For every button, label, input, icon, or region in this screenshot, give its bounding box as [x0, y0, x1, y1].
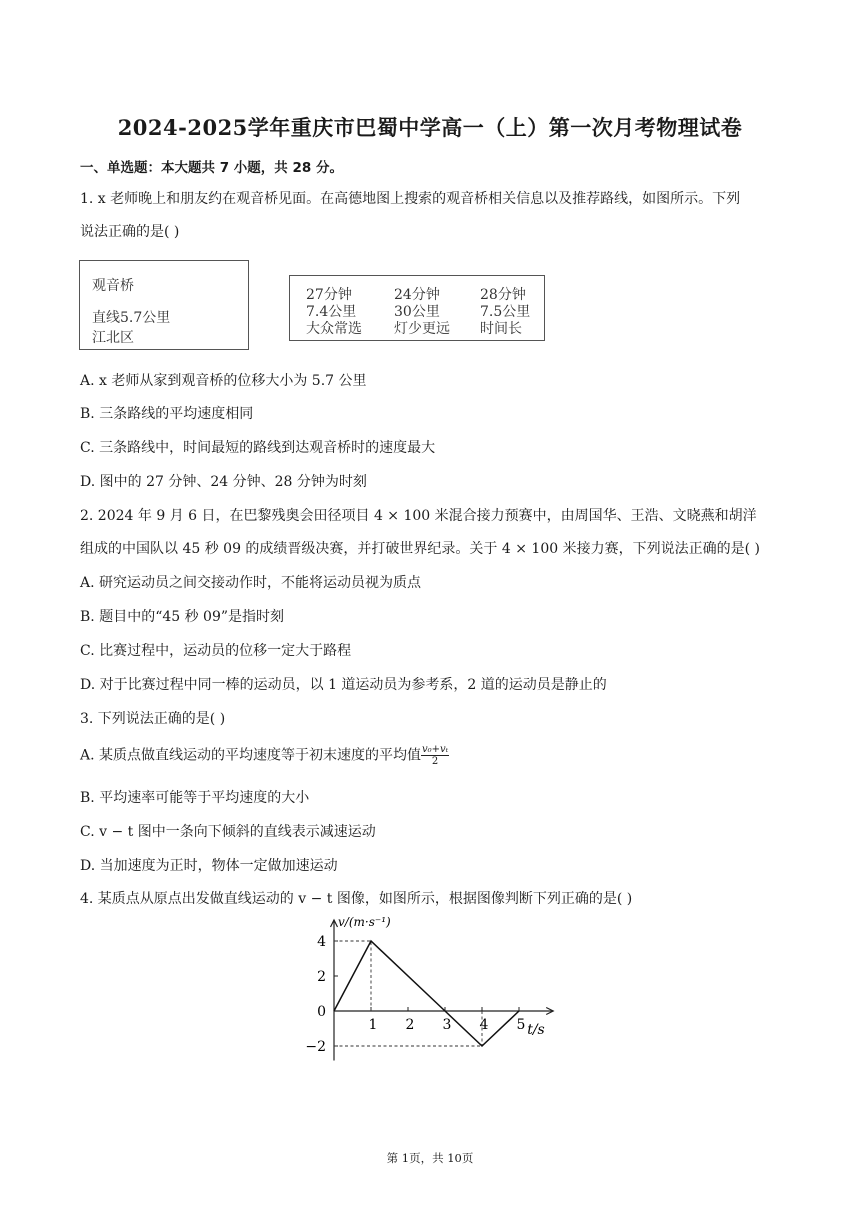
routes-box — [289, 275, 545, 341]
place-distance: 直线5.7公里 — [92, 310, 171, 326]
route-3-time: 28分钟 — [480, 287, 526, 303]
fraction-denominator: 2 — [431, 756, 439, 767]
x-tick-label: 5 — [516, 1017, 526, 1033]
q1-stem-line2: 说法正确的是( ) — [80, 224, 180, 240]
q3-option-a — [80, 744, 449, 767]
route-2-time: 24分钟 — [394, 287, 440, 303]
y-tick-label: 2 — [317, 969, 326, 985]
route-1-time: 27分钟 — [306, 287, 352, 303]
route-3-tag: 时间长 — [480, 321, 522, 337]
y-tick-label: 0 — [317, 1004, 326, 1020]
fraction-numerator: v₀+vₜ — [422, 744, 449, 755]
y-tick-label: −2 — [305, 1039, 326, 1055]
place-district: 江北区 — [92, 330, 134, 346]
page-title: 2024-2025学年重庆市巴蜀中学高一（上）第一次月考物理试卷 — [117, 115, 743, 140]
q2-option-a: A. 研究运动员之间交接动作时，不能将运动员视为质点 — [80, 575, 422, 591]
x-tick-label: 3 — [442, 1017, 452, 1033]
q1-option-d: D. 图中的 27 分钟、24 分钟、28 分钟为时刻 — [80, 474, 367, 490]
q3-stem: 3. 下列说法正确的是( ) — [80, 711, 226, 727]
q2-option-b: B. 题目中的“45 秒 09”是指时刻 — [80, 609, 285, 625]
q4-stem: 4. 某质点从原点出发做直线运动的 v − t 图像，如图所示，根据图像判断下列正确的是( ) — [80, 891, 633, 907]
x-tick-label: 2 — [405, 1017, 415, 1033]
route-2-tag: 灯少更远 — [394, 321, 450, 337]
place-info-box — [79, 260, 249, 350]
q1-option-a: A. x 老师从家到观音桥的位移大小为 5.7 公里 — [80, 373, 367, 389]
q2-stem-line1: 2. 2024 年 9 月 6 日，在巴黎残奥会田径项目 4 × 100 米混合接力预赛中，由周国华、王浩、文晓燕和胡洋 — [80, 508, 757, 524]
q2-option-c: C. 比赛过程中，运动员的位移一定大于路程 — [80, 643, 352, 659]
q3-option-a-text: A. 某质点做直线运动的平均速度等于初末速度的平均值 — [80, 747, 422, 764]
route-1-length: 7.4公里 — [306, 304, 357, 320]
y-tick-label: 4 — [317, 934, 326, 950]
velocity-series-line — [334, 941, 519, 1046]
fraction-v0-plus-vt-over-2 — [421, 744, 449, 767]
q1-option-c: C. 三条路线中，时间最短的路线到达观音桥时的速度最大 — [80, 440, 436, 456]
q3-option-b: B. 平均速率可能等于平均速度的大小 — [80, 790, 310, 806]
vt-graph — [300, 912, 560, 1062]
place-name: 观音桥 — [92, 278, 134, 294]
x-tick-label: 1 — [368, 1017, 378, 1033]
section-heading: 一、单选题：本大题共 7 小题，共 28 分。 — [80, 160, 343, 176]
route-1-tag: 大众常选 — [306, 321, 362, 337]
q3-option-d: D. 当加速度为正时，物体一定做加速运动 — [80, 858, 338, 874]
q2-stem-line2: 组成的中国队以 45 秒 09 的成绩晋级决赛，并打破世界纪录。关于 4 × 100 米接力赛，下列说法正确的是( ) — [80, 541, 760, 557]
y-axis-label: v/(m·s⁻¹) — [338, 915, 391, 929]
route-3-length: 7.5公里 — [480, 304, 531, 320]
q1-option-b: B. 三条路线的平均速度相同 — [80, 406, 254, 422]
x-tick-label: 4 — [479, 1017, 489, 1033]
x-axis-label: t/s — [527, 1022, 545, 1038]
route-2-length: 30公里 — [394, 304, 440, 320]
q1-stem-line1: 1. x 老师晚上和朋友约在观音桥见面。在高德地图上搜索的观音桥相关信息以及推荐路线，如图所示。下列 — [80, 191, 741, 207]
q3-option-c: C. v − t 图中一条向下倾斜的直线表示减速运动 — [80, 824, 376, 840]
q2-option-d: D. 对于比赛过程中同一棒的运动员，以 1 道运动员为参考系，2 道的运动员是静止的 — [80, 677, 607, 693]
page-footer: 第 1页，共 10页 — [386, 1151, 474, 1165]
